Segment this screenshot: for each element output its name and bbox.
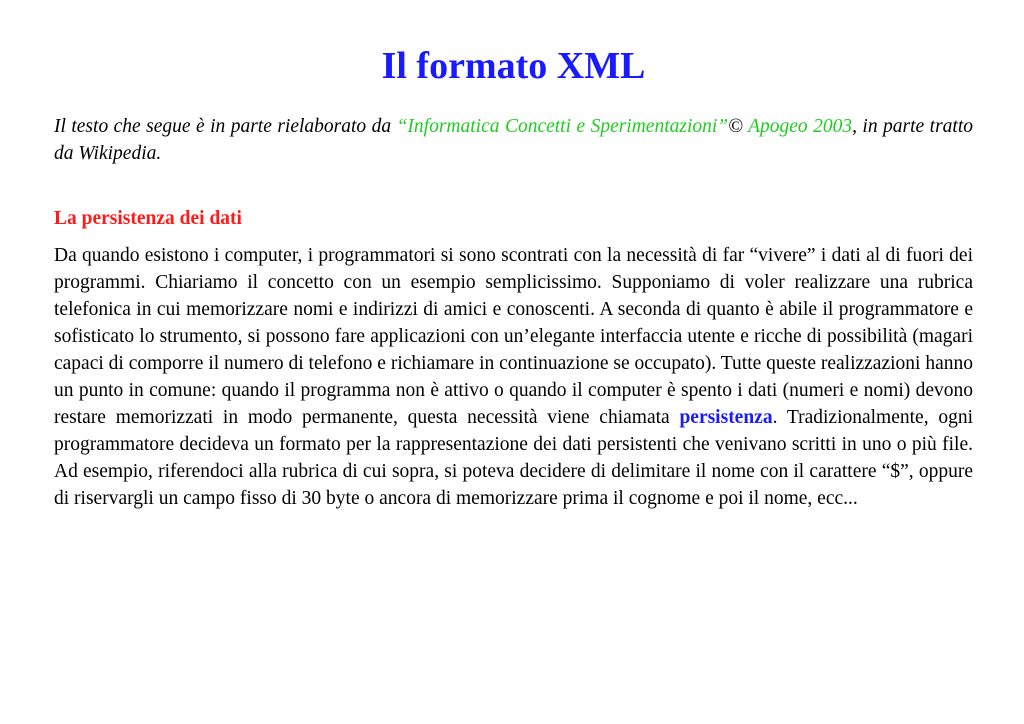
body-text-end: . Tradizionalmente, ogni programmatore decideva un formato per la rappresentazione dei dati persistenti che venivano scritti in uno o più file. Ad esempio, riferendoci alla rubrica di cui sopra, si poteva decidere di delimitare il nome con il carattere “$”, oppure di riservargli un campo fisso di 30 byte o ancora di memorizzare prima il cognome e poi il nome, ecc...	[54, 407, 974, 509]
section-heading: La persistenza dei dati	[54, 208, 242, 229]
intro-text-end: , in parte tratto da Wikipedia.	[54, 116, 974, 164]
source-title: “Informatica Concetti e Sperimentazioni”	[396, 116, 729, 137]
intro-text: Il testo che segue è in parte rielaborato da	[54, 116, 397, 137]
highlighted-term: persistenza	[679, 407, 773, 428]
page-title: Il formato XML	[381, 45, 646, 87]
intro-paragraph	[54, 113, 973, 167]
document-page	[54, 0, 973, 512]
body-paragraph	[54, 242, 973, 512]
publisher-name: Apogeo 2003	[742, 116, 853, 137]
copyright-symbol: ©	[728, 116, 743, 137]
body-text-start: Da quando esistono i computer, i programmatori si sono scontrati con la necessità di far “vivere” i dati al di fuori dei programmi. Chiariamo il concetto con un esempio semplicissimo. Supponiamo di voler realizzare una rubrica telefonica in cui memorizzare nomi e indirizzi di amici e conoscenti. A seconda di quanto è abile il programmatore e sofisticato lo strumento, si possono fare applicazioni con un’elegante interfaccia utente e ricche di possibilità (magari capaci di comporre il numero di telefono e richiamare in continuazione se occupato). Tutte queste realizzazioni hanno un punto in comune: quando il programma non è attivo o quando il computer è spento i dati (numeri e nomi) devono restare memorizzati in modo permanente, questa necessità viene chiamata	[54, 245, 973, 428]
